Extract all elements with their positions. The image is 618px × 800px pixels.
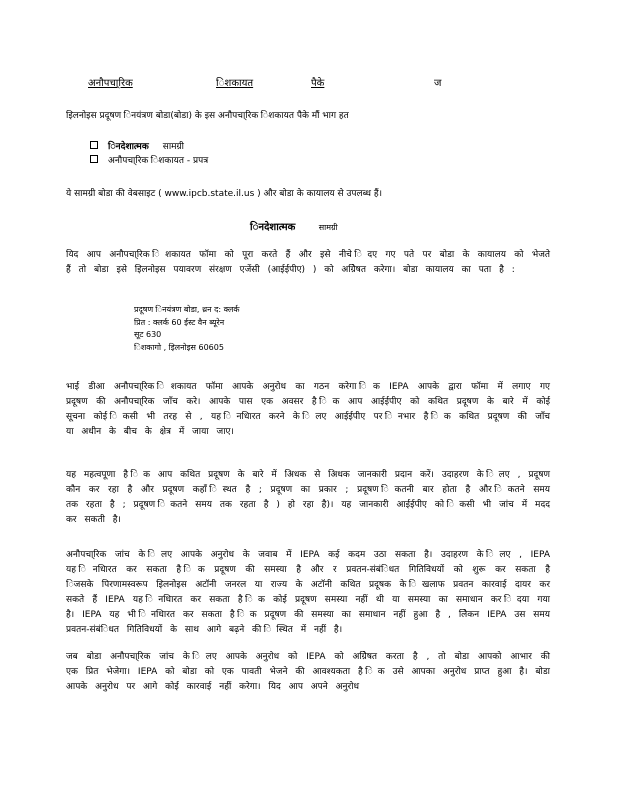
paragraph-iepa-actions: अनौपचा्रिक जांच के िलए आपके अनुरोध के जवाब में IEPA कई कदम उठा सकता है। उदाहरण के िलए , IEPA यह िनधािरत कर सकता है िक प्रदूषण की समस्या है और र प्रवतन-संबंिधत गितिविधयों को शुरू कर सकता है िजसके पिरणामस्वरूप इिलनोइस अटॉनी जनरल या राज्य के अटॉनी कथित प्रदूषक के िखलाफ प्रवतन कारवाई दायर कर सकते हैं IEPA यह िनधािरत कर सकता है िक कोई प्रदूषण समस्या नहीं थी या समस्या का समाधान कर िदया गया है। IEPA यह भी िनधािरत कर सकता है िक प्रदूषण की समस्या का समाधान नहीं हुआ है , लेिकन IEPA उस समय प्रवतन-संबंिधत गितिविधयों के साथ आगे बढ़ने की िस्थित में नहीं है। — [66, 550, 550, 635]
board-address — [134, 304, 240, 354]
availability-before: ये सामग्री बोडा की वेबसाइट ( — [66, 189, 162, 199]
section-heading-sub: सामग्री — [318, 223, 338, 232]
title-word-3: पैके — [311, 78, 325, 89]
contents-item-instructions — [90, 138, 390, 152]
address-line: प्रित : क्लर्क 60 ईस्ट वैन ब्यूरेन — [134, 317, 225, 327]
title-word-1: अनौपचा्रिक — [88, 78, 133, 89]
checkbox-square-icon — [90, 155, 98, 163]
paragraph-information: यह महत्वपूणा है िक आप कथित प्रदूषण के बारे में अिधक से अिधक जानकारी प्रदान करें। उदाहरण के िलए , प्रदूषण कौन कर रहा है और प्रदूषण कहाँ िस्थत है ; प्रदूषण का प्रकार ; प्रदूषण िकतनी बार होता है और िकतने समय तक रहता है ; प्रदूषण िकतने समय तक रहता है ) हो रहा है)। यह जानकारी आईईपीए को िकसी भी जांच में मदद कर सकती है। — [66, 470, 550, 525]
contents-item-bold: िनदेशात्मक — [108, 141, 149, 152]
checkbox-square-icon — [90, 141, 98, 149]
contents-list — [90, 138, 390, 166]
title-word-4: ज — [434, 78, 442, 89]
address-line: सूट 630 — [134, 330, 162, 339]
section-heading-main: िनदेशात्मक — [250, 222, 296, 233]
contents-item-text: अनौपचा्रिक िशकायत - प्रपत्र — [108, 155, 209, 166]
section-heading — [250, 222, 338, 234]
availability-line — [66, 188, 546, 200]
paragraph-submission: यिद आप अनौपचा्रिक िशकायत फॉमा को पूरा करते हैं और इसे नीचे िदए गए पते पर बोडा के कायालय को भेजते हैं तो बोडा इसे इिलनोइस पयावरण संरक्षण एजेंसी (आईईपीए) ) को अग्रेिषत करेगा। बोडा कायालय का पता है : — [66, 250, 550, 275]
address-line: प्रदूषण िनयंत्रण बोडा, थ्रन द: क्लर्क — [134, 305, 240, 314]
paragraph-request: भाई डीआ अनौपचा्रिक िशकायत फॉमा आपके अनुरोध का गठन करेगा िक IEPA आपके द्वारा फॉमा में लगाए गए प्रदूषण की अनौपचा्रिक जाँच करे। आपके पास एक अवसर है िक आप आईईपीए को कथित प्रदूषण के बारे में कोई सूचना कोई िकसी भी तरह से , यह िनधािरत करने के िलए आईईपीए पर िनभार है िक कथित प्रदूषण की जाँच या अधीन के बीच के क्षेत्र में जाया जाए। — [66, 382, 550, 437]
website-url: www.ipcb.state.il.us — [164, 189, 255, 199]
paragraph-acknowledgement: जब बोडा अनौपचा्रिक जांच के िलए आपके अनुरोध को IEPA को अग्रेिषत करता है , तो बोडा आपको आभार की एक प्रित भेजेगा। IEPA को बोडा को एक पावती भेजने की आवश्यकता है िक उसे आपका अनुरोध प्राप्त हुआ है। बोडा आपके अनुरोध पर आगे कोई कारवाई नहीं करेगा। यिद आप अपने अनुरोध — [66, 652, 550, 692]
intro-line: इिलनोइस प्रदूषण िनयंत्रण बोडा(बोडा) के इस अनौपचा्रिक िशकायत पैके मौं भाग हत — [66, 111, 349, 121]
availability-after: ) और बोडा के कायालय से उपलब्ध हैं। — [257, 189, 383, 199]
address-line: िशकागो , इिलनोइस 60605 — [134, 342, 224, 352]
contents-item-text: सामग्री — [162, 141, 184, 152]
title-word-2: िशकायत — [216, 78, 254, 89]
contents-item-form — [90, 152, 390, 166]
